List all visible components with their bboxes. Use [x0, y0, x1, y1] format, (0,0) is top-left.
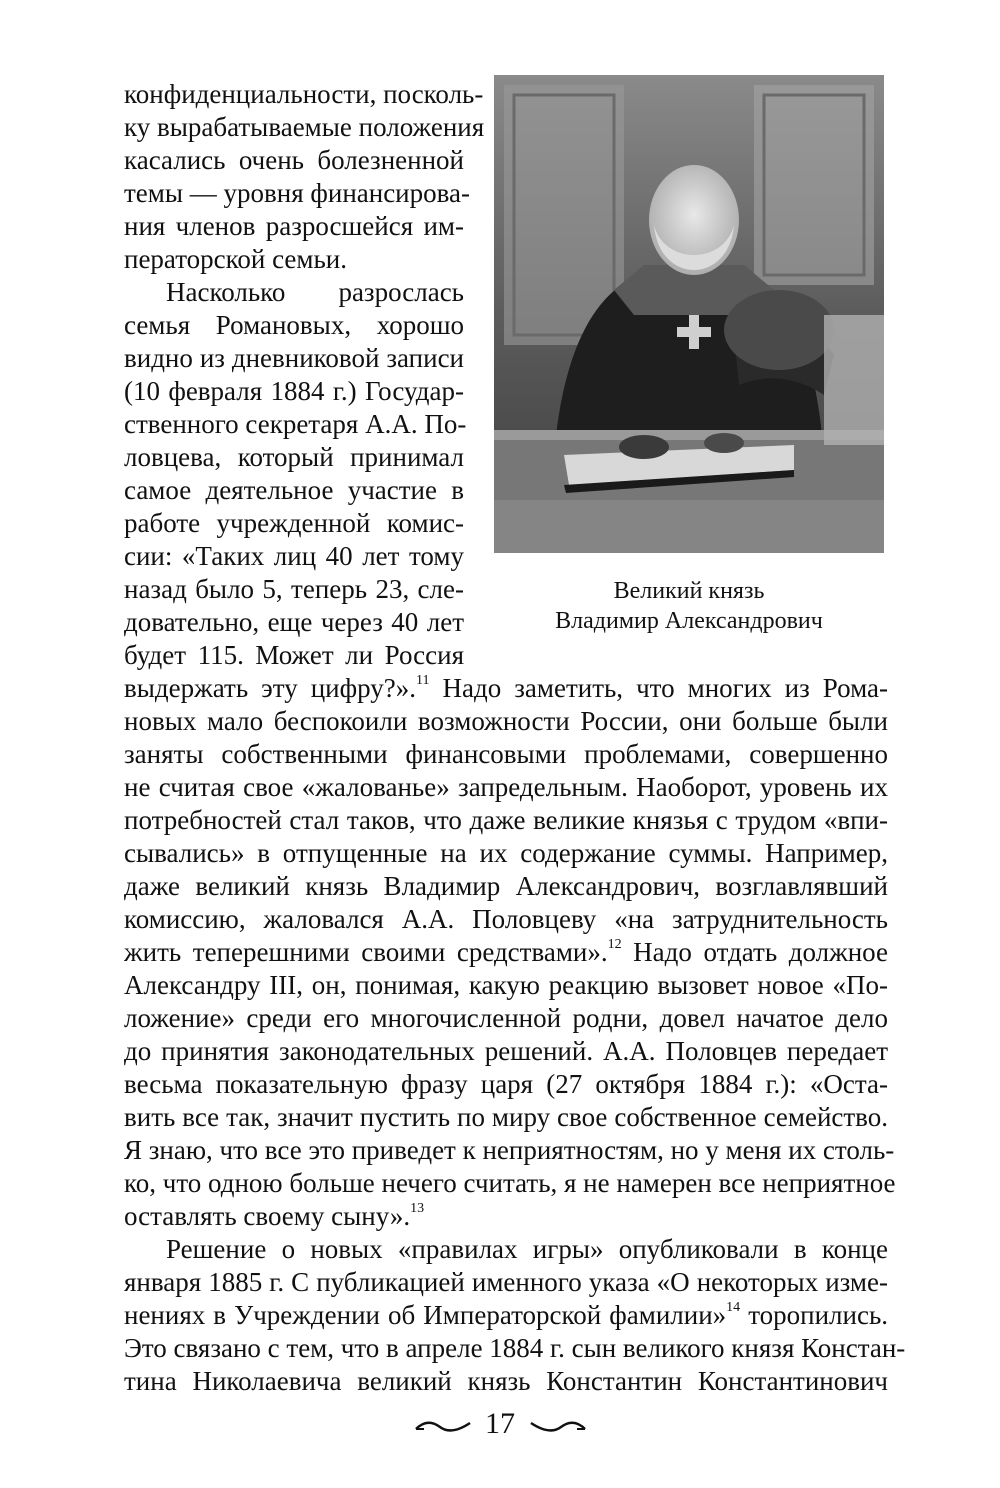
text-line — [124, 342, 464, 375]
text-line-content: Решение о новых «правилах игры» опубликовали в конце — [166, 1234, 888, 1264]
text-line-content: (10 февраля 1884 г.) Государ- — [124, 376, 464, 406]
text-line-content: заняты собственными финансовыми проблемами, совершенно — [124, 739, 888, 769]
text-line-content: ператорской семьи. — [124, 244, 347, 274]
text-line — [124, 1365, 888, 1398]
text-line-content: ку вырабатываемые положения — [124, 112, 485, 142]
text-line-content: комиссию, жаловался А.А. Половцеву «на затруднительность — [124, 904, 888, 934]
text-line-content: довательно, еще через 40 лет — [124, 607, 464, 637]
text-line-content: ственного секретаря А.А. По- — [124, 409, 467, 439]
text-line — [124, 1299, 888, 1332]
text-line — [124, 903, 888, 936]
footnote-ref[interactable]: 12 — [607, 937, 622, 952]
text-line — [124, 177, 471, 210]
text-line-content: назад было 5, теперь 23, сле- — [124, 574, 464, 604]
footnote-ref[interactable]: 14 — [726, 1300, 741, 1315]
text-line-content: Это связано с тем, что в апреле 1884 г. сын великого князя Констан- — [124, 1333, 906, 1363]
text-line — [124, 111, 485, 144]
text-line — [124, 1068, 888, 1101]
text-line — [124, 375, 464, 408]
text-line — [124, 474, 464, 507]
text-line-content: темы — уровня финансирова- — [124, 178, 471, 208]
text-line-content: тина Николаевича великий князь Константин Константинович — [124, 1366, 888, 1396]
text-line-content: касались очень болезненной — [124, 145, 464, 175]
text-line-content: ложение» среди его многочисленной родни, довел начатое дело — [124, 1003, 888, 1033]
text-line-continuation: Надо заметить, что многих из Рома- — [429, 673, 889, 703]
text-line-content: работе учрежденной комис- — [124, 508, 464, 538]
text-line — [124, 771, 888, 804]
text-line — [124, 78, 484, 111]
figure-caption-line-2: Владимир Александрович — [555, 608, 823, 634]
page-number: 17 — [485, 1407, 515, 1441]
text-line — [124, 210, 464, 243]
text-line — [124, 837, 888, 870]
text-line — [124, 804, 888, 837]
text-line-content: ловцева, который принимал — [124, 442, 464, 472]
text-line-continuation: торопились. — [740, 1300, 889, 1330]
text-line — [124, 1200, 888, 1233]
text-line-content: Насколько разрослась — [166, 277, 464, 307]
text-line — [124, 243, 464, 276]
text-line-content: новых мало беспокоили возможности России, они больше были — [124, 706, 888, 736]
text-line-content: не считая свое «жалованье» запредельным. Наоборот, уровень их — [124, 772, 888, 802]
text-line — [124, 540, 464, 573]
text-line — [124, 507, 464, 540]
text-line-content: января 1885 г. С публикацией именного указа «О некоторых изме- — [124, 1267, 888, 1297]
text-line-content: нениях в Учреждении об Императорской фамилии» — [124, 1300, 727, 1330]
text-line — [124, 672, 888, 705]
text-line — [124, 738, 888, 771]
text-line-content: будет 115. Может ли Россия — [124, 640, 464, 670]
text-line — [124, 408, 467, 441]
text-line — [124, 573, 464, 606]
text-line — [124, 1167, 896, 1200]
text-line — [166, 276, 464, 309]
text-line-content: Александру III, он, понимая, какую реакцию вызовет новое «По- — [124, 970, 888, 1000]
text-line-content: Я знаю, что все это приведет к неприятностям, но у меня их столь- — [124, 1135, 895, 1165]
ornament-left-icon — [414, 1406, 472, 1442]
text-line-content: ния членов разросшейся им- — [124, 211, 464, 241]
text-line-content: выдержать эту цифру?». — [124, 673, 416, 703]
text-line — [124, 1101, 888, 1134]
text-line — [124, 1266, 888, 1299]
figure-caption-line-1: Великий князь — [613, 578, 765, 604]
text-line-content: вить все так, значит пустить по миру свое собственное семейство. — [124, 1102, 888, 1132]
text-line-content: потребностей стал таков, что даже великие князья с трудом «впи- — [124, 805, 888, 835]
text-line — [124, 705, 888, 738]
text-line-content: сывались» в отпущенные на их содержание суммы. Например, — [124, 838, 888, 868]
text-line-content: сии: «Таких лиц 40 лет тому — [124, 541, 464, 571]
text-line — [124, 936, 888, 969]
text-line — [124, 639, 464, 672]
text-line — [124, 1134, 895, 1167]
text-line — [124, 870, 888, 903]
text-line — [124, 441, 464, 474]
text-line-continuation: Надо отдать должное — [621, 937, 888, 967]
ornament-right-icon — [529, 1406, 587, 1442]
text-line-content: семья Романовых, хорошо — [124, 310, 464, 340]
text-line — [124, 1002, 888, 1035]
text-line-content: весьма показательную фразу царя (27 октября 1884 г.): «Оста- — [124, 1069, 888, 1099]
portrait-photo — [494, 75, 884, 553]
text-line-content: ко, что одною больше нечего считать, я не намерен все неприятное — [124, 1168, 896, 1198]
footnote-ref[interactable]: 13 — [410, 1201, 425, 1216]
portrait-photo-image — [494, 75, 884, 553]
text-line — [166, 1233, 888, 1266]
text-line — [124, 1332, 906, 1365]
text-line-content: даже великий князь Владимир Александрович, возглавлявший — [124, 871, 888, 901]
text-line-content: жить теперешними своими средствами». — [124, 937, 608, 967]
page-footer — [0, 1404, 1000, 1442]
text-line-content: видно из дневниковой записи — [124, 343, 464, 373]
text-line — [124, 1035, 888, 1068]
text-line-content: самое деятельное участие в — [124, 475, 464, 505]
text-line-content: оставлять своему сыну». — [124, 1201, 411, 1231]
text-line — [124, 144, 464, 177]
text-line-content: до принятия законодательных решений. А.А. Половцев передает — [124, 1036, 888, 1066]
text-line — [124, 606, 464, 639]
footnote-ref[interactable]: 11 — [416, 673, 430, 688]
text-line — [124, 309, 464, 342]
text-line-content: конфиденциальности, посколь- — [124, 79, 484, 109]
text-line — [124, 969, 888, 1002]
